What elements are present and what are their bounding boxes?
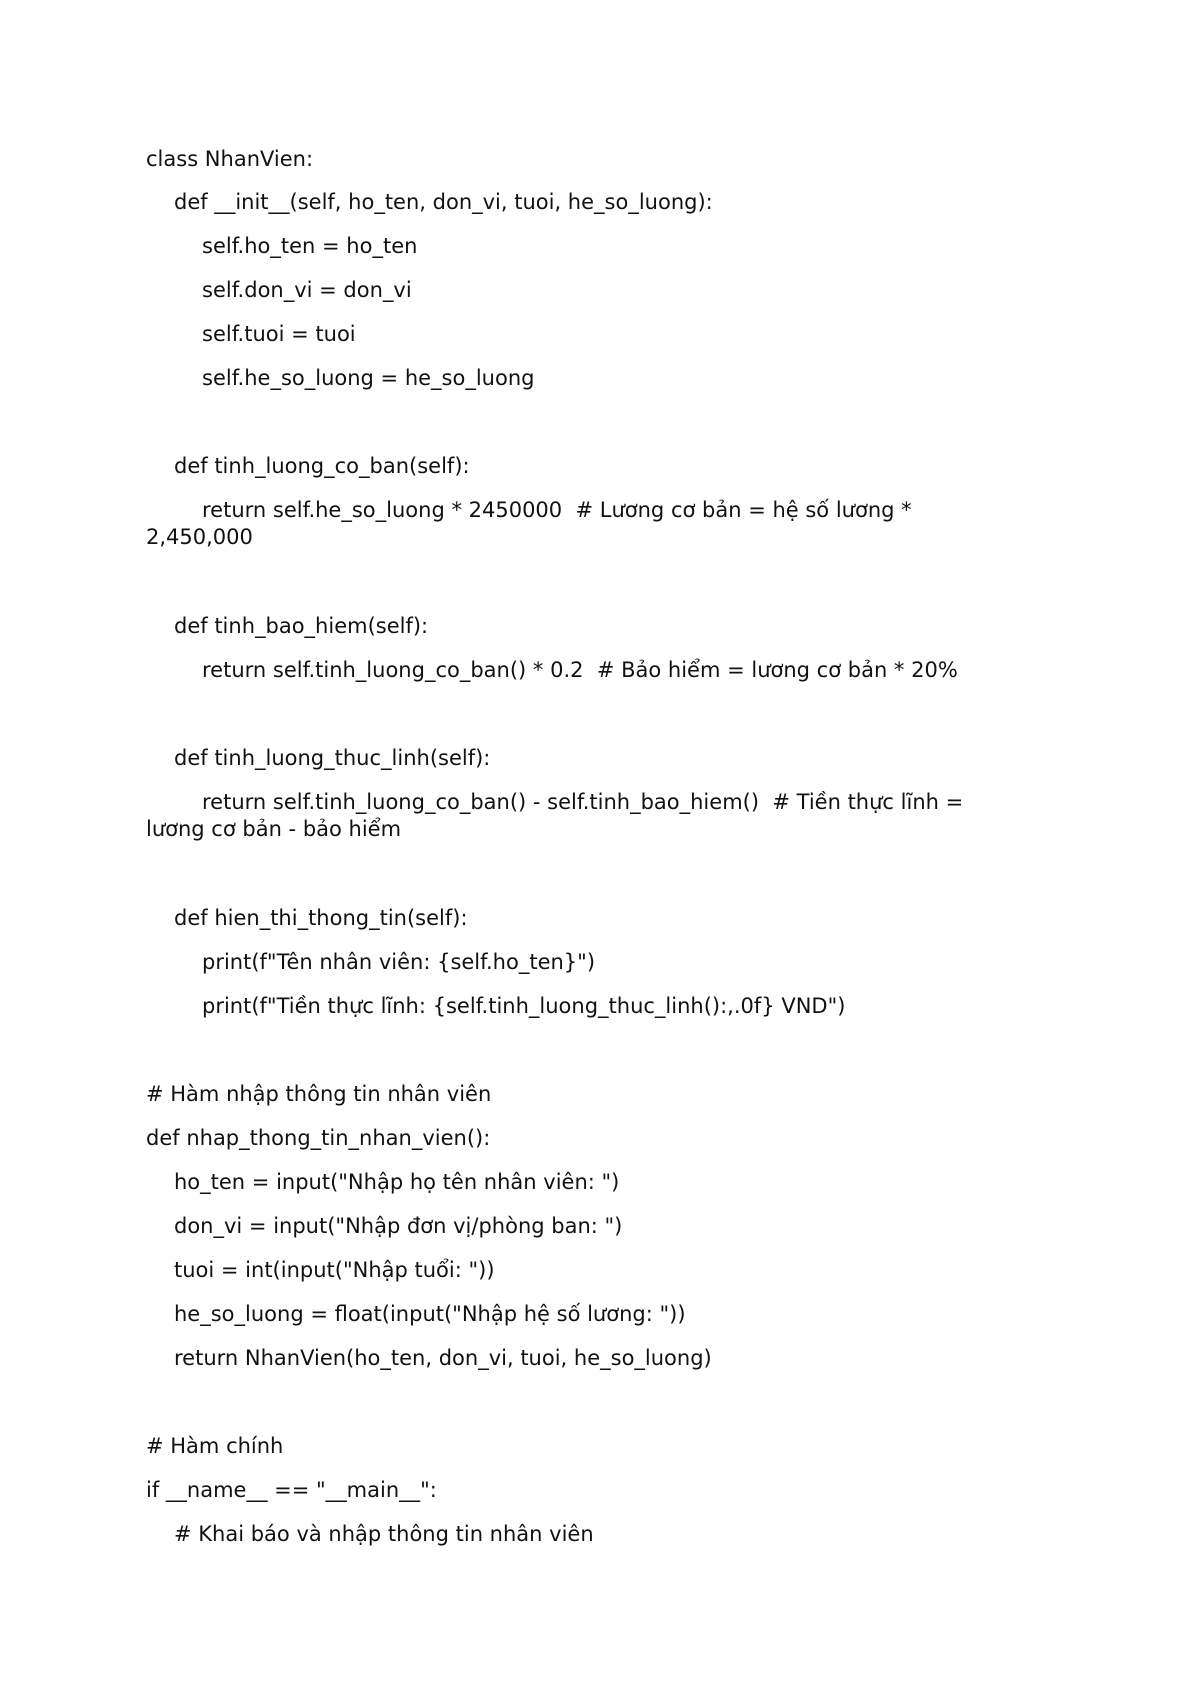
code-line-assign-tuoi: self.tuoi = tuoi	[202, 322, 356, 346]
code-line-return-bao-hiem: return self.tinh_luong_co_ban() * 0.2 # Bảo hiểm = lương cơ bản * 20%	[202, 658, 958, 682]
code-comment-nhap-thong-tin: # Hàm nhập thông tin nhân viên	[146, 1082, 492, 1106]
code-comment-ham-chinh: # Hàm chính	[146, 1434, 284, 1458]
code-line-print-ten: print(f"Tên nhân viên: {self.ho_ten}")	[202, 950, 596, 974]
code-line-input-tuoi: tuoi = int(input("Nhập tuổi: "))	[174, 1258, 495, 1282]
code-line-return-nhanvien: return NhanVien(ho_ten, don_vi, tuoi, he_so_luong)	[174, 1346, 712, 1370]
code-line-return-luong-co-ban: return self.he_so_luong * 2450000 # Lương cơ bản = hệ số lương *	[202, 498, 912, 522]
code-line-assign-don-vi: self.don_vi = don_vi	[202, 278, 412, 302]
code-line-return-luong-co-ban-wrap: 2,450,000	[146, 525, 253, 549]
code-line-tinh-luong-co-ban-def: def tinh_luong_co_ban(self):	[174, 454, 470, 478]
code-line-init-def: def __init__(self, ho_ten, don_vi, tuoi, he_so_luong):	[174, 190, 713, 214]
code-line-hien-thi-def: def hien_thi_thong_tin(self):	[174, 906, 468, 930]
code-line-input-he-so-luong: he_so_luong = float(input("Nhập hệ số lương: "))	[174, 1302, 686, 1326]
code-line-class-def: class NhanVien:	[146, 147, 314, 171]
code-line-tinh-luong-thuc-linh-def: def tinh_luong_thuc_linh(self):	[174, 746, 491, 770]
code-line-return-thuc-linh-wrap: lương cơ bản - bảo hiểm	[146, 817, 402, 841]
code-line-tinh-bao-hiem-def: def tinh_bao_hiem(self):	[174, 614, 429, 638]
code-line-assign-ho-ten: self.ho_ten = ho_ten	[202, 234, 418, 258]
code-line-return-thuc-linh: return self.tinh_luong_co_ban() - self.tinh_bao_hiem() # Tiền thực lĩnh =	[202, 790, 964, 814]
code-line-input-don-vi: don_vi = input("Nhập đơn vị/phòng ban: ")	[174, 1214, 623, 1238]
code-comment-khai-bao: # Khai báo và nhập thông tin nhân viên	[174, 1522, 594, 1546]
code-line-main-guard: if __name__ == "__main__":	[146, 1478, 437, 1502]
code-line-input-ho-ten: ho_ten = input("Nhập họ tên nhân viên: ")	[174, 1170, 620, 1194]
code-line-print-tien: print(f"Tiền thực lĩnh: {self.tinh_luong_thuc_linh():,.0f} VND")	[202, 994, 846, 1018]
code-line-assign-he-so-luong: self.he_so_luong = he_so_luong	[202, 366, 535, 390]
code-line-nhap-def: def nhap_thong_tin_nhan_vien():	[146, 1126, 491, 1150]
